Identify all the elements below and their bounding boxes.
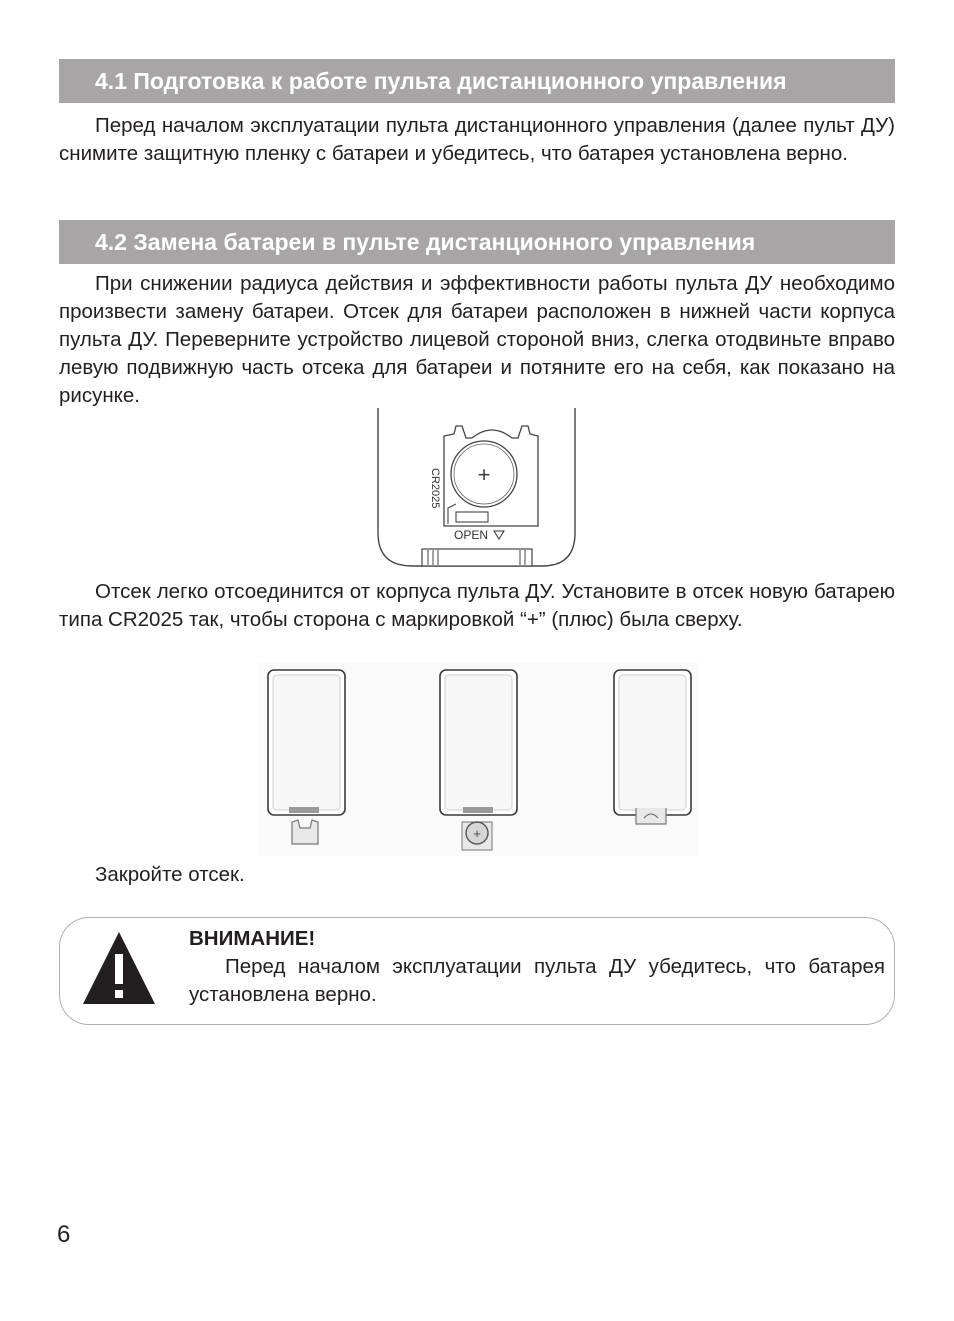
battery-replacement-steps-figure (258, 662, 698, 856)
step-3-tray-closed (614, 670, 691, 824)
svg-text:+: + (473, 826, 481, 841)
section-4-2-paragraph-1: При снижении радиуса действия и эффективности работы пульта ДУ необходимо произвести замену батареи. Отсек для батареи расположен в нижней части корпуса пульта ДУ. Переверните устройство лицевой стороной вниз, слегка отодвиньте вправо левую подвижную часть отсека для батареи и потяните его на себя, как показано на рисунке. (59, 272, 895, 407)
page-number: 6 (57, 1221, 71, 1248)
warning-title: ВНИМАНИЕ! (189, 927, 316, 950)
latch-tab (456, 512, 488, 522)
battery-holder-outline (444, 426, 538, 526)
warning-text: Перед началом эксплуатации пульта ДУ убедитесь, что батарея установлена верно. (189, 955, 885, 1006)
battery-plus-sign: + (477, 462, 491, 487)
section-4-2-paragraph-2: Отсек легко отсоединится от корпуса пульта ДУ. Установите в отсек новую батарею типа CR2025 так, чтобы сторона с маркировкой “+” (плюс) была сверху. (59, 580, 895, 631)
section-4-2-paragraph-3: Закройте отсек. (95, 863, 245, 886)
latch-lever (448, 504, 456, 524)
warning-notice-box (59, 917, 895, 1025)
open-arrow-icon (494, 531, 504, 539)
warning-triangle-icon (81, 930, 157, 1006)
section-heading-4-2 (59, 220, 895, 264)
section-heading-4-1-text: 4.1 Подготовка к работе пульта дистанционного управления (95, 68, 787, 94)
open-label: OPEN (454, 528, 489, 542)
section-heading-4-2-text: 4.2 Замена батареи в пульте дистанционного управления (95, 229, 756, 255)
section-4-1-paragraph: Перед началом эксплуатации пульта дистанционного управления (далее пульт ДУ) снимите защитную пленку с батареи и убедитесь, что батарея установлена верно. (59, 114, 895, 165)
section-heading-4-1 (59, 59, 895, 103)
battery-type-label: CR2025 (429, 468, 441, 509)
remote-body-outline (378, 408, 575, 566)
battery-compartment-diagram (370, 408, 582, 570)
